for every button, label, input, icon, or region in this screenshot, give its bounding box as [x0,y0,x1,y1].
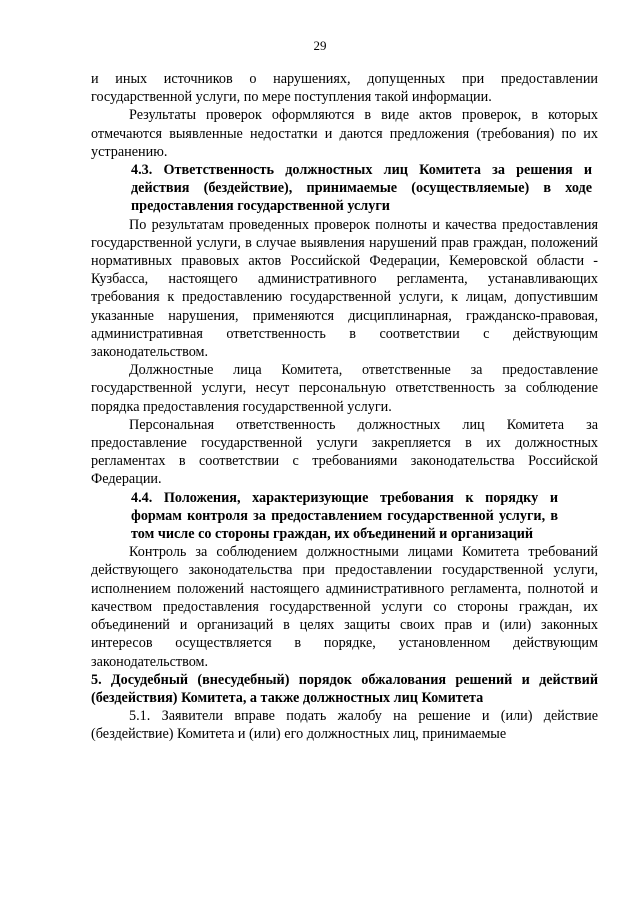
section-heading-4-4: 4.4. Положения, характеризующие требования к порядку и формам контроля за предоставлением государственной услуги, в том числе со стороны граждан, их объединений и организаций [131,489,558,543]
paragraph: 5.1. Заявители вправе подать жалобу на решение и (или) действие (бездействие) Комитета и (или) его должностных лиц, принимаемые [91,708,598,743]
paragraph: Контроль за соблюдением должностными лицами Комитета требований действующего законодательства при предоставлении государственной услуги, исполнением положений настоящего административного регламента, полнотой и качеством предоставления государственной услуги со стороны граждан, их объединений и организаций в целях защиты своих прав и (или) законных интересов осуществляется в порядке, установленном действующим законодательством. [91,544,598,670]
section-heading-5: 5. Досудебный (внесудебный) порядок обжалования решений и действий (бездействия) Комитета, а также должностных лиц Комитета [91,671,598,706]
page-number: 29 [313,38,327,53]
paragraph: По результатам проведенных проверок полноты и качества предоставления государственной услуги, в случае выявления нарушений прав граждан, положений нормативных правовых актов Российской Федерации, Кемеровской области - Кузбасса, настоящего административного регламента, устанавливающих требования к предоставлению государственной услуги, к лицам, допустившим указанные нарушения, применяются дисциплинарная, гражданско-правовая, административная ответственность в соответствии с действующим законодательством. [91,216,598,361]
paragraph: Результаты проверок оформляются в виде актов проверок, в которых отмечаются выявленные недостатки и даются предложения (требования) по их устранению. [91,107,598,160]
paragraph: Должностные лица Комитета, ответственные за предоставление государственной услуги, несут персональную ответственность за соблюдение порядка предоставления государственной услуги. [91,362,598,415]
paragraph: Персональная ответственность должностных лиц Комитета за предоставление государственной услуги закрепляется в их должностных регламентах в соответствии с требованиями законодательства Российской Федерации. [91,416,598,488]
section-heading-4-3: 4.3. Ответственность должностных лиц Комитета за решения и действия (бездействие), принимаемые (осуществляемые) в ходе предоставления государственной услуги [131,162,592,215]
document-body [91,70,598,744]
paragraph-continuation: и иных источников о нарушениях, допущенных при предоставлении государственной услуги, по мере поступления такой информации. [91,71,598,106]
